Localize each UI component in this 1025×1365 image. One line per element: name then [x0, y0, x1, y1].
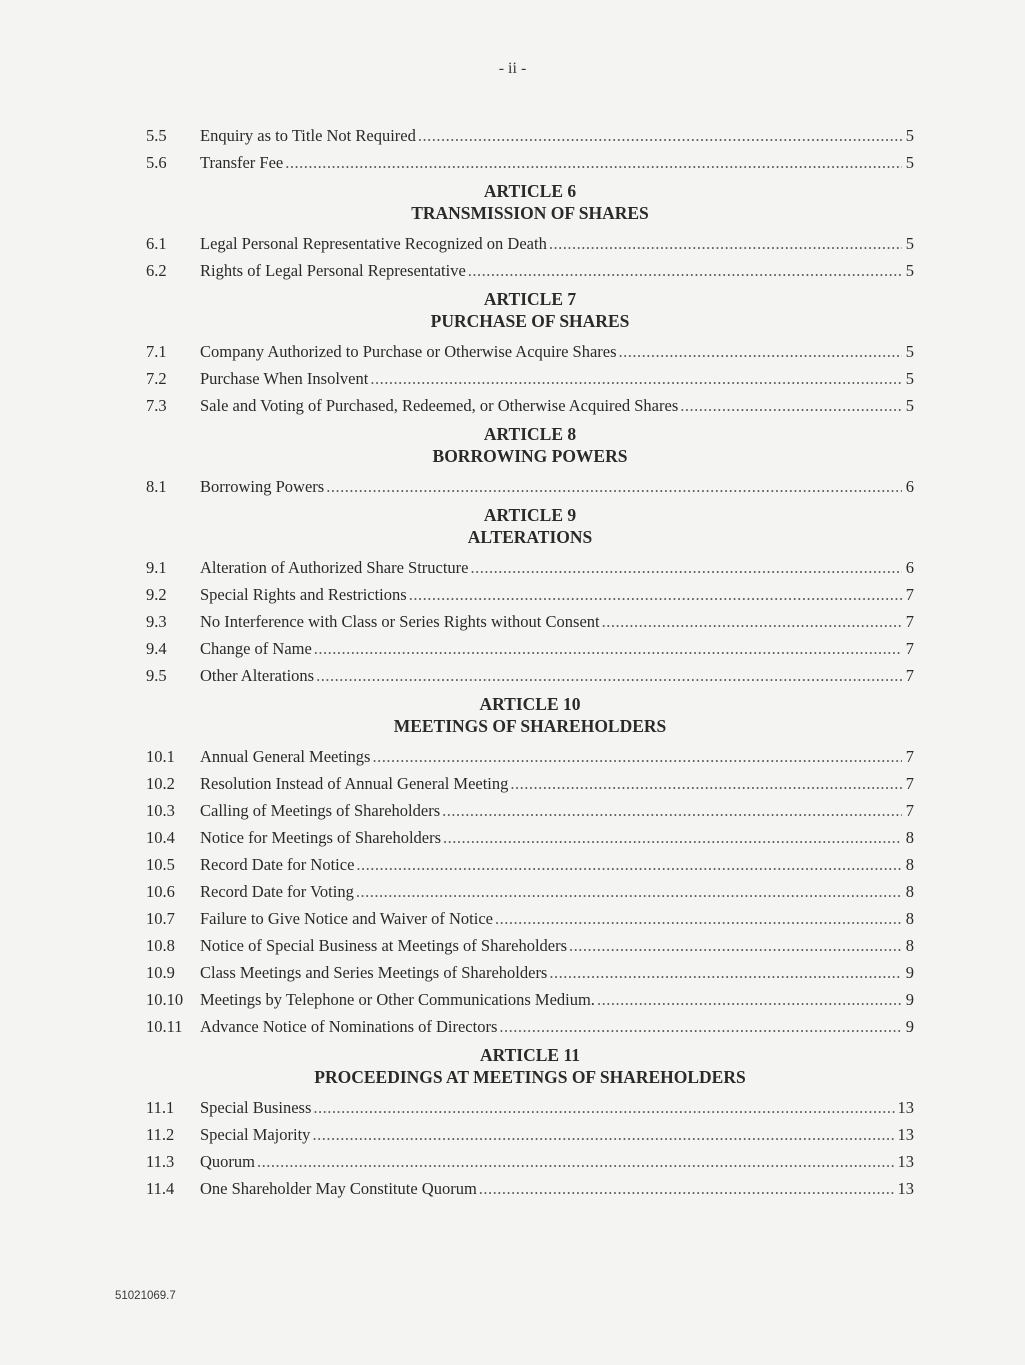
section-number: 9.2 — [146, 585, 167, 604]
article-title: PROCEEDINGS AT MEETINGS OF SHAREHOLDERS — [314, 1067, 746, 1087]
toc-entry[interactable] — [146, 122, 914, 149]
section-title: Transfer Fee — [200, 153, 284, 172]
page-reference: 8 — [905, 936, 914, 955]
section-number: 5.5 — [146, 126, 167, 145]
section-number: 7.1 — [146, 342, 167, 361]
section-number: 10.9 — [146, 963, 175, 982]
section-number: 10.3 — [146, 801, 175, 820]
section-title: Legal Personal Representative Recognized on Death — [200, 234, 547, 253]
section-title: Annual General Meetings — [200, 747, 371, 766]
article-title: PURCHASE OF SHARES — [430, 311, 630, 331]
page-reference: 7 — [905, 585, 914, 604]
toc-entry[interactable] — [146, 986, 914, 1013]
toc-entry[interactable] — [146, 905, 914, 932]
toc-entry[interactable] — [146, 392, 914, 419]
dot-leader — [356, 851, 902, 878]
section-number: 7.3 — [146, 396, 167, 415]
dot-leader — [409, 581, 902, 608]
page-reference: 7 — [905, 747, 914, 766]
page-reference: 5 — [905, 126, 914, 145]
page-reference: 5 — [905, 153, 914, 172]
dot-leader — [680, 392, 902, 419]
page-reference: 5 — [905, 369, 914, 388]
page-reference: 7 — [905, 666, 914, 685]
page-reference: 8 — [905, 828, 914, 847]
page-reference: 13 — [897, 1125, 914, 1144]
dot-leader — [326, 473, 902, 500]
section-number: 11.1 — [146, 1098, 175, 1117]
dot-leader — [443, 824, 902, 851]
dot-leader — [418, 122, 902, 149]
section-title: Record Date for Voting — [200, 882, 354, 901]
dot-leader — [314, 635, 902, 662]
section-number: 9.3 — [146, 612, 167, 631]
section-title: Purchase When Insolvent — [200, 369, 369, 388]
section-number: 9.1 — [146, 558, 167, 577]
section-number: 10.10 — [146, 990, 184, 1009]
page-reference: 7 — [905, 774, 914, 793]
section-number: 9.5 — [146, 666, 167, 685]
dot-leader — [312, 1121, 895, 1148]
section-number: 6.1 — [146, 234, 167, 253]
section-title: Notice for Meetings of Shareholders — [200, 828, 442, 847]
page-reference: 5 — [905, 342, 914, 361]
dot-leader — [569, 932, 902, 959]
section-number: 11.4 — [146, 1179, 175, 1198]
article-heading — [146, 1044, 914, 1088]
section-title: Resolution Instead of Annual General Meeting — [200, 774, 509, 793]
section-number: 10.5 — [146, 855, 175, 874]
article-title: ALTERATIONS — [467, 527, 593, 547]
toc-entry[interactable] — [146, 878, 914, 905]
article-title: BORROWING POWERS — [432, 446, 628, 466]
dot-leader — [619, 338, 902, 365]
section-title: Special Business — [200, 1098, 312, 1117]
page-reference: 6 — [905, 558, 914, 577]
dot-leader — [549, 959, 902, 986]
section-title: One Shareholder May Constitute Quorum — [200, 1179, 477, 1198]
section-title: Failure to Give Notice and Waiver of Notice — [200, 909, 493, 928]
section-title: Special Rights and Restrictions — [200, 585, 407, 604]
article-heading — [146, 504, 914, 548]
toc-entry[interactable] — [146, 1148, 914, 1175]
toc-entry[interactable] — [146, 824, 914, 851]
toc-entry[interactable] — [146, 770, 914, 797]
dot-leader — [468, 257, 902, 284]
section-title: Notice of Special Business at Meetings of Shareholders — [200, 936, 568, 955]
section-title: Sale and Voting of Purchased, Redeemed, or Otherwise Acquired Shares — [200, 396, 679, 415]
page-reference: 5 — [905, 261, 914, 280]
toc-entry[interactable] — [146, 932, 914, 959]
dot-leader — [370, 365, 902, 392]
toc-entry[interactable] — [146, 149, 914, 176]
dot-leader — [257, 1148, 896, 1175]
article-number: ARTICLE 11 — [479, 1045, 581, 1065]
section-number: 10.6 — [146, 882, 175, 901]
section-number: 10.11 — [146, 1017, 183, 1036]
toc-entry[interactable] — [146, 635, 914, 662]
section-number: 10.4 — [146, 828, 175, 847]
toc-entry[interactable] — [146, 1094, 914, 1121]
dot-leader — [549, 230, 902, 257]
section-title: Quorum — [200, 1152, 255, 1171]
dot-leader — [471, 554, 902, 581]
section-title: Change of Name — [200, 639, 312, 658]
article-number: ARTICLE 6 — [483, 181, 577, 201]
dot-leader — [442, 797, 902, 824]
toc-entry[interactable] — [146, 743, 914, 770]
page-reference: 9 — [905, 1017, 914, 1036]
dot-leader — [510, 770, 902, 797]
section-title: Meetings by Telephone or Other Communications Medium. — [200, 990, 595, 1009]
page-reference: 5 — [905, 396, 914, 415]
toc-entry[interactable] — [146, 581, 914, 608]
section-title: Special Majority — [200, 1125, 311, 1144]
page-reference: 13 — [897, 1152, 914, 1171]
article-number: ARTICLE 10 — [479, 694, 581, 714]
section-number: 6.2 — [146, 261, 167, 280]
toc-entry[interactable] — [146, 365, 914, 392]
page-number: - ii - — [498, 60, 527, 77]
toc-entry[interactable] — [146, 230, 914, 257]
section-title: No Interference with Class or Series Rights without Consent — [200, 612, 600, 631]
section-number: 11.2 — [146, 1125, 175, 1144]
section-title: Calling of Meetings of Shareholders — [200, 801, 441, 820]
section-title: Rights of Legal Personal Representative — [200, 261, 466, 280]
section-number: 10.8 — [146, 936, 175, 955]
toc-entry[interactable] — [146, 851, 914, 878]
toc-entry[interactable] — [146, 608, 914, 635]
article-heading — [146, 288, 914, 332]
section-title: Class Meetings and Series Meetings of Shareholders — [200, 963, 548, 982]
page-reference: 13 — [897, 1179, 914, 1198]
toc-entry[interactable] — [146, 662, 914, 689]
page-reference: 6 — [905, 477, 914, 496]
article-heading — [146, 693, 914, 737]
dot-leader — [356, 878, 902, 905]
page-reference: 8 — [905, 882, 914, 901]
page-reference: 9 — [905, 963, 914, 982]
section-title: Advance Notice of Nominations of Directors — [200, 1017, 498, 1036]
dot-leader — [499, 1013, 902, 1040]
dot-leader — [285, 149, 902, 176]
table-of-contents — [146, 122, 914, 1202]
page-reference: 8 — [905, 855, 914, 874]
document-id: 51021069.7 — [115, 1290, 176, 1302]
toc-entry[interactable] — [146, 797, 914, 824]
page-reference: 7 — [905, 639, 914, 658]
dot-leader — [313, 1094, 895, 1121]
section-number: 9.4 — [146, 639, 167, 658]
toc-entry[interactable] — [146, 1121, 914, 1148]
section-title: Other Alterations — [200, 666, 315, 685]
page-reference: 8 — [905, 909, 914, 928]
page-reference: 5 — [905, 234, 914, 253]
page-reference: 13 — [897, 1098, 914, 1117]
section-number: 5.6 — [146, 153, 167, 172]
toc-entry[interactable] — [146, 959, 914, 986]
section-title: Alteration of Authorized Share Structure — [200, 558, 469, 577]
section-title: Company Authorized to Purchase or Otherwise Acquire Shares — [200, 342, 617, 361]
article-number: ARTICLE 8 — [483, 424, 577, 444]
article-title: TRANSMISSION OF SHARES — [411, 203, 649, 223]
section-title: Borrowing Powers — [200, 477, 325, 496]
article-heading — [146, 180, 914, 224]
toc-entry[interactable] — [146, 554, 914, 581]
page-reference: 9 — [905, 990, 914, 1009]
section-number: 10.7 — [146, 909, 175, 928]
section-number: 11.3 — [146, 1152, 175, 1171]
article-title: MEETINGS OF SHAREHOLDERS — [393, 716, 667, 736]
section-number: 7.2 — [146, 369, 167, 388]
dot-leader — [372, 743, 902, 770]
section-title: Record Date for Notice — [200, 855, 355, 874]
dot-leader — [495, 905, 902, 932]
toc-entry[interactable] — [146, 338, 914, 365]
toc-entry[interactable] — [146, 257, 914, 284]
section-title: Enquiry as to Title Not Required — [200, 126, 416, 145]
dot-leader — [479, 1175, 896, 1202]
dot-leader — [597, 986, 902, 1013]
toc-entry[interactable] — [146, 1175, 914, 1202]
section-number: 10.2 — [146, 774, 175, 793]
article-heading — [146, 423, 914, 467]
toc-entry[interactable] — [146, 1013, 914, 1040]
section-number: 8.1 — [146, 477, 167, 496]
article-number: ARTICLE 9 — [483, 505, 577, 525]
toc-entry[interactable] — [146, 473, 914, 500]
dot-leader — [316, 662, 902, 689]
article-number: ARTICLE 7 — [483, 289, 577, 309]
dot-leader — [602, 608, 902, 635]
section-number: 10.1 — [146, 747, 175, 766]
page-reference: 7 — [905, 801, 914, 820]
page-reference: 7 — [905, 612, 914, 631]
